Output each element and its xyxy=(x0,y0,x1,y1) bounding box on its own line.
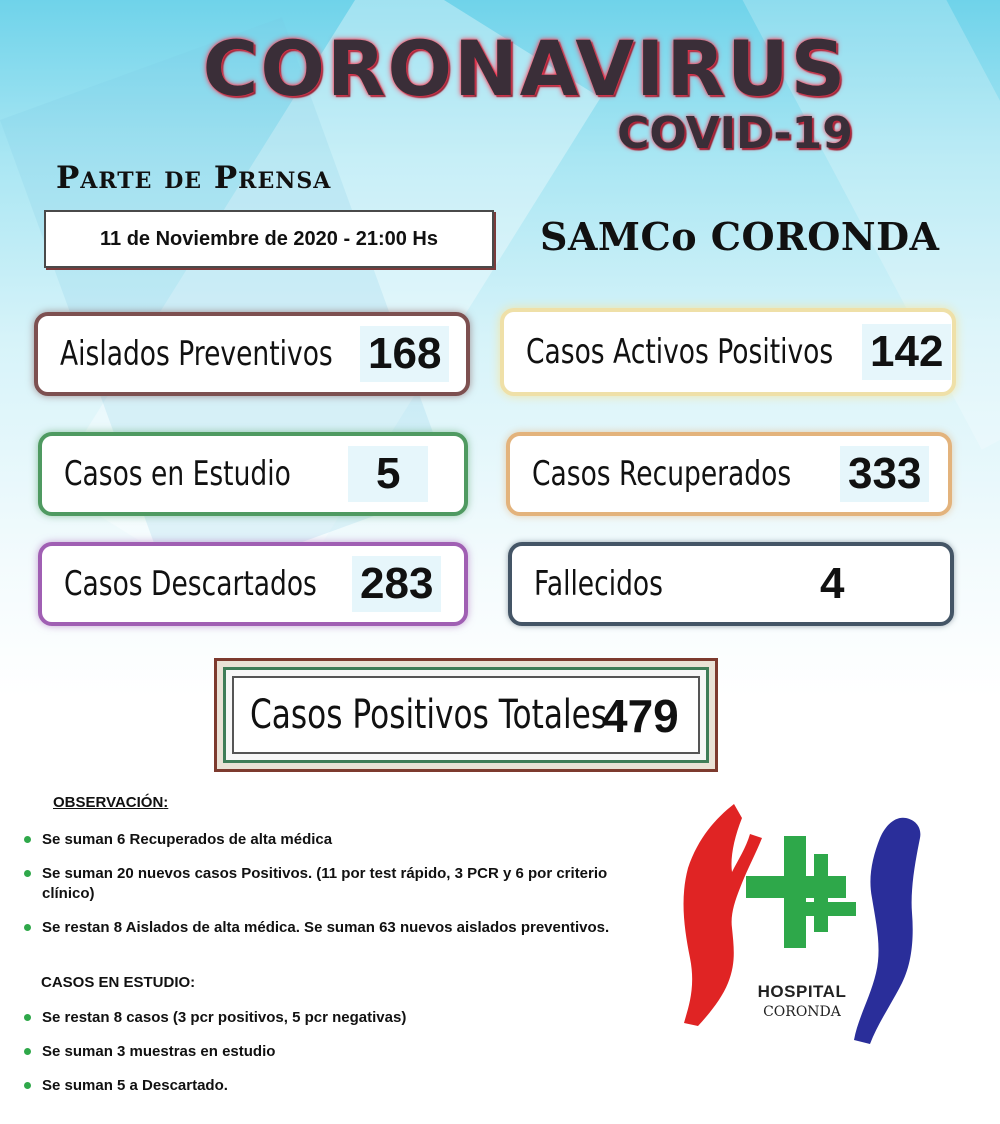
page-title: CORONAVIRUS xyxy=(202,24,848,113)
observations-title-text: OBSERVACIÓN xyxy=(53,794,164,811)
stat-label: Aislados Preventivos xyxy=(60,334,333,374)
bullet-icon xyxy=(24,836,31,843)
stat-value: 283 xyxy=(352,556,441,612)
cross-icon xyxy=(746,836,856,948)
list-item xyxy=(22,1042,612,1062)
stat-casos-positivos-totales xyxy=(214,658,718,772)
stat-aislados-preventivos xyxy=(34,312,470,396)
date-box xyxy=(44,210,494,268)
stat-casos-recuperados xyxy=(506,432,952,516)
observations-title-colon: : xyxy=(163,794,169,811)
list-item-text: Se restan 8 casos (3 pcr positivos, 5 pcr negativas) xyxy=(42,1009,407,1026)
list-item xyxy=(22,830,612,850)
stat-value: 333 xyxy=(840,446,929,502)
total-frame xyxy=(223,667,709,763)
stat-label: Casos Recuperados xyxy=(532,454,792,494)
list-item xyxy=(22,918,612,938)
observations-title xyxy=(53,794,168,811)
date-text: 11 de Noviembre de 2020 - 21:00 Hs xyxy=(100,227,438,250)
list-item-text: Se suman 5 a Descartado. xyxy=(42,1077,228,1094)
list-item xyxy=(22,1008,612,1028)
stat-value: 142 xyxy=(862,324,951,380)
stat-casos-descartados xyxy=(38,542,468,626)
stat-casos-estudio xyxy=(38,432,468,516)
stat-label: Casos Positivos Totales xyxy=(250,692,608,738)
total-inner-frame xyxy=(232,676,700,754)
logo-text-hospital: HOSPITAL xyxy=(757,982,847,1001)
stat-value: 168 xyxy=(360,326,449,382)
list-item-text: Se restan 8 Aislados de alta médica. Se suman 63 nuevos aislados preventivos. xyxy=(42,919,610,936)
bullet-icon xyxy=(24,1048,31,1055)
stat-label: Casos en Estudio xyxy=(64,454,291,494)
bullet-icon xyxy=(24,1014,31,1021)
stat-value: 4 xyxy=(820,559,845,608)
list-item xyxy=(22,1076,612,1096)
stat-label: Casos Descartados xyxy=(64,564,317,604)
bullet-icon xyxy=(24,1082,31,1089)
list-item xyxy=(22,864,612,904)
list-item-text: Se suman 6 Recuperados de alta médica xyxy=(42,831,333,848)
page-subtitle: COVID-19 xyxy=(617,108,853,159)
stat-label: Casos Activos Positivos xyxy=(526,332,834,372)
bullet-icon xyxy=(24,924,31,931)
bullet-icon xyxy=(24,870,31,877)
press-label: Parte de Prensa xyxy=(56,160,332,196)
stat-fallecidos xyxy=(508,542,954,626)
stat-value: 479 xyxy=(602,690,679,742)
organization-name: SAMCo CORONDA xyxy=(540,214,940,259)
list-item-text: Se suman 3 muestras en estudio xyxy=(42,1043,276,1060)
logo-text-coronda: CORONDA xyxy=(763,1004,841,1020)
stat-value: 5 xyxy=(348,446,428,502)
right-hand-icon xyxy=(854,818,920,1044)
list-item-text: Se suman 20 nuevos casos Positivos. (11 por test rápido, 3 PCR y 6 por criterio clínico) xyxy=(42,865,608,902)
stat-casos-activos xyxy=(500,308,956,396)
stat-label: Fallecidos xyxy=(534,564,663,604)
study-heading: CASOS EN ESTUDIO: xyxy=(41,974,196,991)
